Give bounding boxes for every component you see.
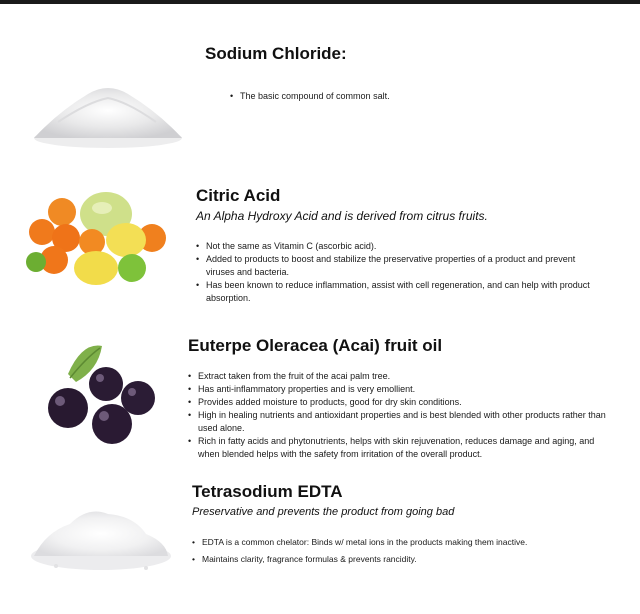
list-item: • Extract taken from the fruit of the acai palm tree. (188, 370, 608, 383)
list-item: • Added to products to boost and stabilize the preservative properties of a product and prevent viruses and bacteria. (196, 253, 601, 279)
acai-berries-icon (24, 338, 164, 458)
list-item: • Maintains clarity, fragrance formulas & prevents rancidity. (192, 553, 612, 566)
citrus-fruits-icon (20, 190, 170, 290)
section-title: Tetrasodium EDTA (192, 482, 343, 501)
bullet-list (188, 370, 608, 461)
section-tetrasodium-edta (0, 480, 640, 614)
bullet-list (196, 240, 601, 305)
bullet-list (192, 536, 612, 566)
bullet-list (230, 90, 610, 103)
list-item: • The basic compound of common salt. (230, 90, 610, 103)
list-item: • High in healing nutrients and antioxidant properties and is best blended with other products rather than used alone. (188, 409, 608, 435)
list-item: • Has been known to reduce inflammation, assist with cell regeneration, and can help with product absorption. (196, 279, 601, 305)
section-subtitle: An Alpha Hydroxy Acid and is derived from citrus fruits. (196, 209, 488, 223)
list-item: • Has anti-inflammatory properties and is very emollient. (188, 383, 608, 396)
list-item: • Provides added moisture to products, good for dry skin conditions. (188, 396, 608, 409)
section-subtitle: Preservative and prevents the product from going bad (192, 506, 455, 518)
list-item: • EDTA is a common chelator: Binds w/ metal ions in the products making them inactive. (192, 536, 612, 549)
white-powder-icon (26, 486, 176, 576)
list-item: • Rich in fatty acids and phytonutrients, helps with skin rejuvenation, reduces damage and aging, and when blended helps with the safety from irritation of the overall product. (188, 435, 608, 461)
section-title: Euterpe Oleracea (Acai) fruit oil (188, 336, 443, 355)
section-acai-oil (0, 330, 640, 480)
section-title: Citric Acid (196, 186, 281, 205)
section-title: Sodium Chloride: (205, 44, 347, 63)
salt-pile-icon (28, 72, 188, 152)
section-sodium-chloride (0, 0, 640, 170)
section-citric-acid (0, 170, 640, 330)
list-item: • Not the same as Vitamin C (ascorbic acid). (196, 240, 601, 253)
